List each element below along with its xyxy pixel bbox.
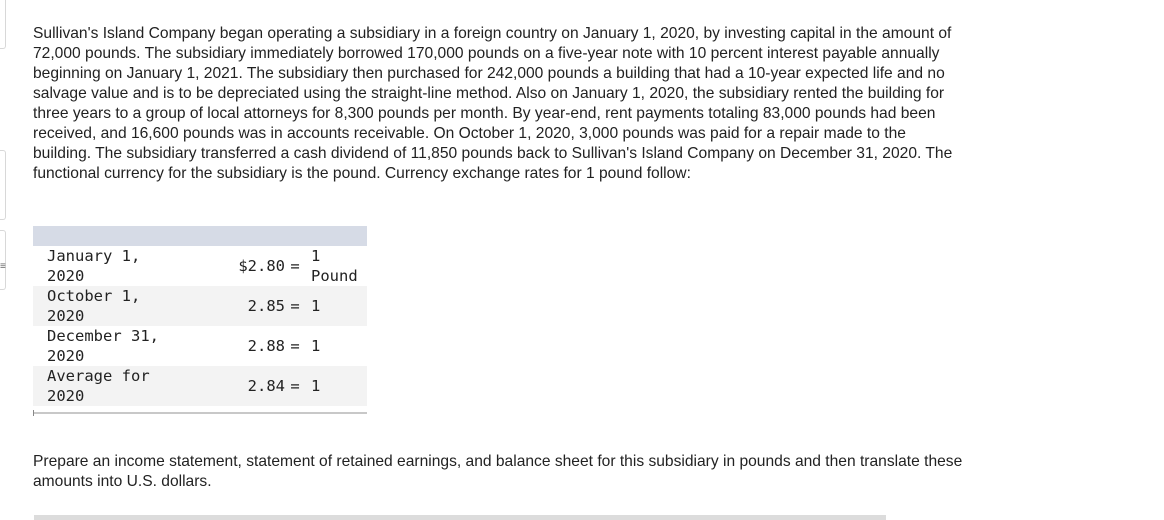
table-header xyxy=(33,226,367,246)
problem-intro: Sullivan's Island Company began operating a subsidiary in a foreign country on January 1, 2020, by investing capital in the amount of 72,000 pounds. The subsidiary immediately borrowed 170,000 pounds on a five-year note with 10 percent interest payable annually beginning on January 1, 2021. The subsidiary then purchased for 242,000 pounds a building that had a 10-year expected life and no salvage value and is to be depreciated using the straight-line method. Also on January 1, 2020, the subsidiary rented the building for three years to a group of local attorneys for 8,300 pounds per month. By year-end, rent payments totaling 83,000 pounds had been received, and 16,600 pounds was in accounts receivable. On October 1, 2020, 3,000 pounds was paid for a repair made to the building. The subsidiary transferred a cash dividend of 11,850 pounds back to Sullivan's Island Company on December 31, 2020. The functional currency for the subsidiary is the pound. Currency exchange rates for 1 pound follow: xyxy=(33,25,953,182)
task-instructions: Prepare an income statement, statement of retained earnings, and balance sheet for this subsidiary in pounds and then translate these amounts into U.S. dollars. xyxy=(33,453,963,490)
rate-equals: = xyxy=(290,257,300,275)
answer-area-top-edge xyxy=(34,515,886,520)
rate-unit: 1 xyxy=(311,337,321,355)
rate-unit: 1 xyxy=(311,377,321,395)
rate-date: January 1, 2020 xyxy=(47,247,141,285)
table-row xyxy=(33,366,367,406)
rate-usd: 2.85 xyxy=(247,297,285,315)
left-panel-edge-top xyxy=(0,0,6,49)
rate-unit: 1 xyxy=(311,297,321,315)
rate-date: October 1, 2020 xyxy=(47,287,141,325)
table-row xyxy=(33,326,367,366)
rate-date: Average for 2020 xyxy=(47,367,150,405)
rate-equals: = xyxy=(290,337,300,355)
table-row xyxy=(33,286,367,326)
rate-date: December 31, 2020 xyxy=(47,327,159,365)
rate-unit: 1 Pound xyxy=(311,247,358,285)
exchange-rates-table xyxy=(33,226,367,414)
rate-usd: $2.80 xyxy=(238,257,285,275)
left-panel-tab[interactable] xyxy=(0,150,6,220)
table-footer xyxy=(33,406,367,414)
left-panel-tab-2[interactable] xyxy=(0,230,6,290)
menu-icon[interactable]: ≡ xyxy=(0,261,6,272)
table-row xyxy=(33,246,367,286)
rate-usd: 2.88 xyxy=(247,337,285,355)
rate-usd: 2.84 xyxy=(247,377,285,395)
rate-equals: = xyxy=(290,377,300,395)
rate-equals: = xyxy=(290,297,300,315)
